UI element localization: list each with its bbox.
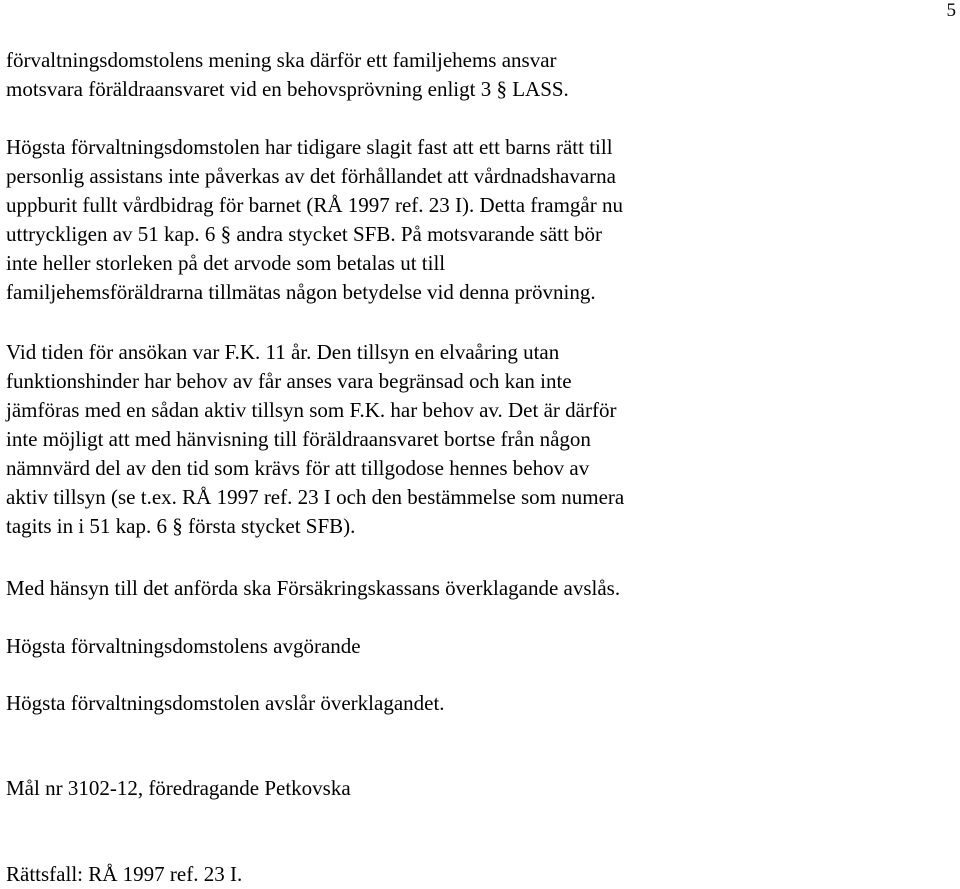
text-line: inte heller storleken på det arvode som betalas ut till — [6, 251, 446, 275]
paragraph-supreme-court-precedent — [6, 133, 623, 307]
paragraph-conclusion — [6, 574, 620, 603]
page-number: 5 — [946, 0, 956, 21]
text-line: Högsta förvaltningsdomstolens avgörande — [6, 634, 361, 658]
text-line: personlig assistans inte påverkas av det förhållandet att vårdnadshavarna — [6, 164, 616, 188]
text-line: Rättsfall: RÅ 1997 ref. 23 I. — [6, 862, 243, 886]
text-line: jämföras med en sådan aktiv tillsyn som F.K. har behov av. Det är därför — [6, 398, 617, 422]
text-line: Med hänsyn till det anförda ska Försäkringskassans överklagande avslås. — [6, 576, 621, 600]
text-line: motsvara föräldraansvaret vid en behovsprövning enligt 3 § LASS. — [6, 77, 569, 101]
text-line: uttryckligen av 51 kap. 6 § andra stycket SFB. På motsvarande sätt bör — [6, 222, 603, 246]
text-line: förvaltningsdomstolens mening ska därför ett familjehems ansvar — [6, 48, 557, 72]
text-line: inte möjligt att med hänvisning till föräldraansvaret bortse från någon — [6, 427, 591, 451]
text-line: Högsta förvaltningsdomstolen avslår överklagandet. — [6, 691, 445, 715]
case-references — [6, 860, 242, 889]
text-line: familjehemsföräldrarna tillmätas någon betydelse vid denna prövning. — [6, 280, 596, 304]
text-line: aktiv tillsyn (se t.ex. RÅ 1997 ref. 23 I och den bestämmelse som numera — [6, 485, 625, 509]
paragraph-ruling — [6, 689, 445, 718]
section-heading-ruling — [6, 632, 361, 661]
text-line: Vid tiden för ansökan var F.K. 11 år. Den tillsyn en elvaåring utan — [6, 340, 560, 364]
text-line: Mål nr 3102-12, föredragande Petkovska — [6, 776, 351, 800]
text-line: Högsta förvaltningsdomstolen har tidigare slagit fast att ett barns rätt till — [6, 135, 613, 159]
paragraph-family-home-responsibility — [6, 46, 569, 104]
paragraph-supervision-need — [6, 338, 624, 541]
text-line: funktionshinder har behov av får anses vara begränsad och kan inte — [6, 369, 572, 393]
text-line: tagits in i 51 kap. 6 § första stycket SFB). — [6, 514, 356, 538]
text-line: nämnvärd del av den tid som krävs för att tillgodose hennes behov av — [6, 456, 590, 480]
text-line: uppburit fullt vårdbidrag för barnet (RÅ 1997 ref. 23 I). Detta framgår nu — [6, 193, 623, 217]
case-number — [6, 774, 351, 803]
